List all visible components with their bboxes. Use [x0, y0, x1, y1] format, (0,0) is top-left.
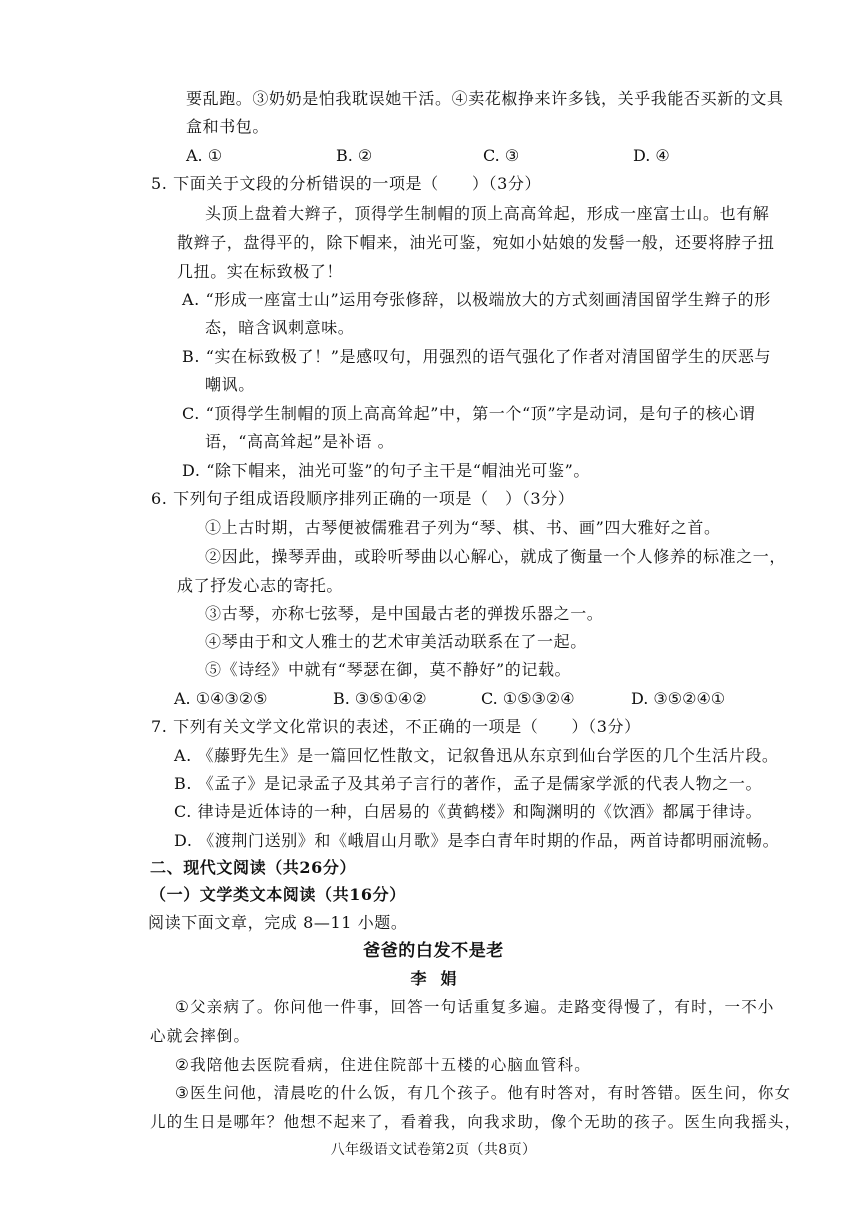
story-paragraph-2: ②我陪他去医院看病，住进住院部十五楼的心脑血管科。	[175, 1056, 591, 1074]
q5-option-b-line1: B. “实在标致极了！”是感叹句，用强烈的语气强化了作者对清国留学生的厌恶与	[182, 347, 772, 366]
q7-stem: 7. 下列有关文学文化常识的表述，不正确的一项是（ ）（3分）	[151, 717, 641, 736]
q5-stem: 5. 下面关于文段的分析错误的一项是（ ）（3分）	[151, 174, 542, 193]
q6-sentence-2a: ②因此，操琴弄曲，或聆听琴曲以心解心，就成了衡量一个人修养的标准之一，	[205, 547, 787, 566]
page-footer: 八年级语文试卷第2页（共8页）	[330, 1142, 537, 1158]
q6-sentence-5: ⑤《诗经》中就有“琴瑟在御，莫不静好”的记载。	[205, 660, 572, 679]
q4-option-b: B. ②	[336, 146, 373, 165]
story-title: 爸爸的白发不是老	[363, 941, 504, 961]
q5-option-d: D. “除下帽来，油光可鉴”的句子主干是“帽油光可鉴”。	[182, 461, 590, 480]
q7-option-b: B. 《孟子》是记录孟子及其弟子言行的著作，孟子是儒家学派的代表人物之一。	[174, 774, 763, 793]
q7-option-d: D. 《渡荆门送别》和《峨眉山月歌》是李白青年时期的作品，两首诗都明丽流畅。	[174, 831, 780, 850]
q5-option-a-line1: A. “形成一座富士山”运用夸张修辞，以极端放大的方式刻画清国留学生辫子的形	[182, 290, 771, 309]
q6-stem: 6. 下列句子组成语段顺序排列正确的一项是（ ）（3分）	[151, 489, 575, 508]
story-paragraph-1a: ①父亲病了。你问他一件事，回答一句话重复多遍。走路变得慢了，有时，一不小	[175, 998, 775, 1016]
q4-option-a: A. ①	[186, 146, 223, 165]
q6-option-c: C. ①⑤③②④	[481, 689, 575, 708]
q4-text-line1: 要乱跑。③奶奶是怕我耽误她干活。④卖花椒挣来许多钱，关乎我能否买新的文具	[186, 89, 784, 108]
q6-option-a: A. ①④③②⑤	[174, 689, 268, 708]
story-paragraph-1b: 心就会摔倒。	[150, 1027, 251, 1045]
story-paragraph-3a: ③医生问他，清晨吃的什么饭，有几个孩子。他有时答对，有时答错。医生问，你女	[175, 1084, 792, 1102]
q6-sentence-2b: 成了抒发心志的寄托。	[177, 576, 344, 595]
story-paragraph-3b: 儿的生日是哪年？他想不起来了，看着我，向我求助，像个无助的孩子。医生向我摇头，	[150, 1113, 802, 1131]
q6-option-d: D. ③⑤②④①	[631, 689, 726, 708]
q4-text-line2: 盒和书包。	[186, 117, 270, 136]
q5-passage-line3: 几扭。实在标致极了！	[177, 262, 344, 281]
q6-sentence-1: ①上古时期，古琴便被儒雅君子列为“琴、棋、书、画”四大雅好之首。	[205, 518, 721, 537]
q4-option-c: C. ③	[483, 146, 520, 165]
q4-option-d: D. ④	[633, 146, 670, 165]
q6-option-b: B. ③⑤①④②	[333, 689, 427, 708]
q5-option-b-line2: 嘲讽。	[205, 375, 255, 394]
section-heading: 二、现代文阅读（共26分）	[150, 858, 357, 877]
reading-instruction: 阅读下面文章，完成 8—11 小题。	[148, 913, 408, 932]
subsection-heading: （一）文学类文本阅读（共16分）	[150, 885, 406, 904]
q6-sentence-3: ③古琴，亦称七弦琴，是中国最古老的弹拨乐器之一。	[205, 604, 604, 623]
q6-sentence-4: ④琴由于和文人雅士的艺术审美活动联系在了一起。	[205, 632, 587, 651]
q7-option-c: C. 律诗是近体诗的一种，白居易的《黄鹤楼》和陶渊明的《饮酒》都属于律诗。	[174, 802, 763, 821]
q5-option-c-line1: C. “顶得学生制帽的顶上高高耸起”中，第一个“顶”字是动词，是句子的核心谓	[182, 404, 756, 423]
story-author: 李娟	[410, 969, 471, 988]
q5-option-c-line2: 语，“高高耸起”是补语 。	[205, 432, 395, 451]
q5-option-a-line2: 态，暗含讽刺意味。	[205, 318, 355, 337]
q5-passage-line2: 散辫子，盘得平的，除下帽来，油光可鉴，宛如小姑娘的发髻一般，还要将脖子扭	[177, 233, 775, 252]
q5-passage-line1: 头顶上盘着大辫子，顶得学生制帽的顶上高高耸起，形成一座富士山。也有解	[205, 204, 770, 223]
q7-option-a: A. 《藤野先生》是一篇回忆性散文，记叙鲁迅从东京到仙台学医的几个生活片段。	[174, 746, 779, 765]
